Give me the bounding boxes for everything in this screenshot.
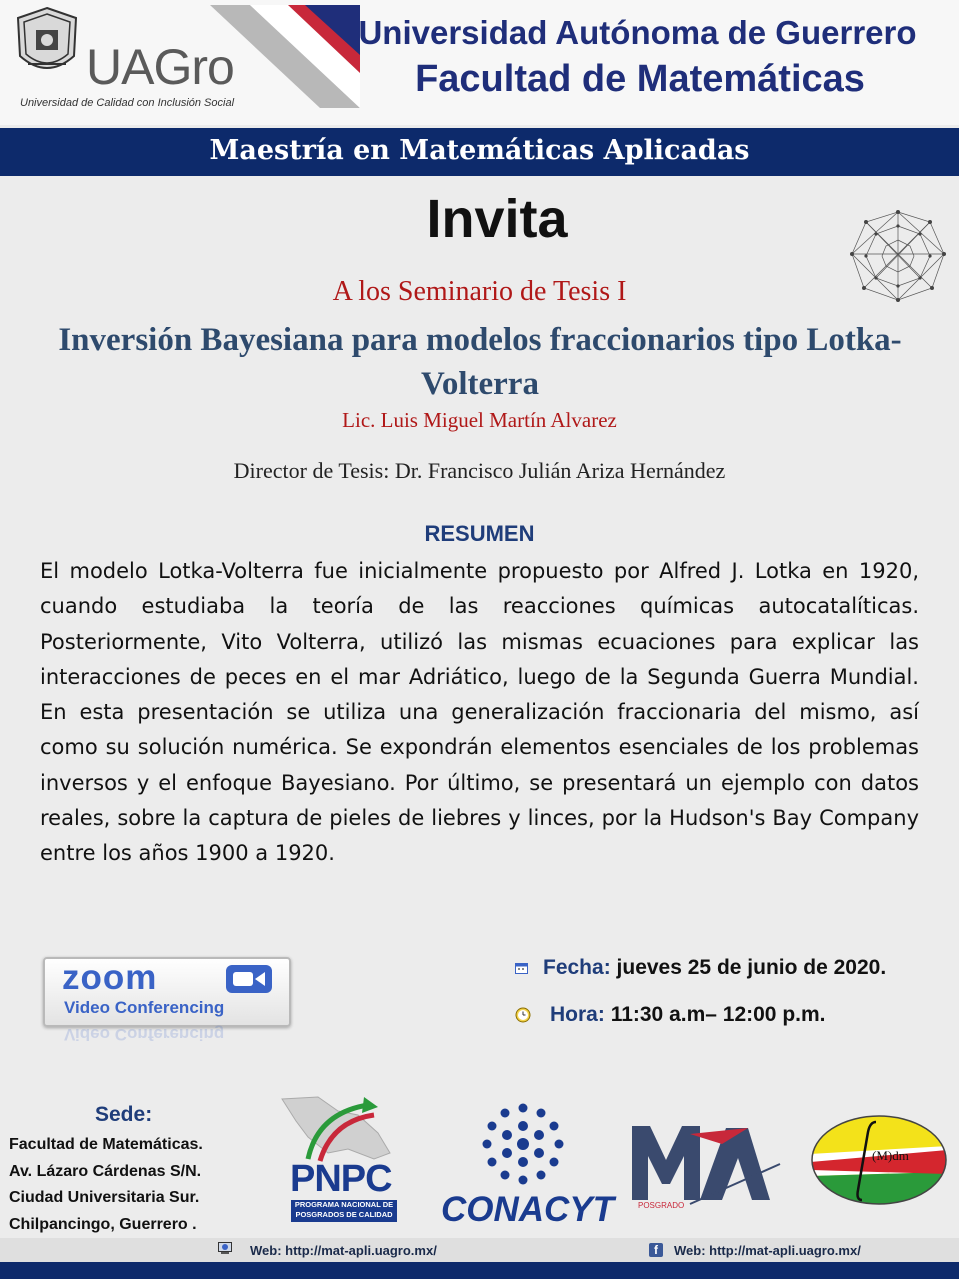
venue-line: Ciudad Universitaria Sur. xyxy=(9,1189,200,1206)
ma-subtitle: POSGRADO xyxy=(638,1201,685,1210)
invita-heading: Invita xyxy=(426,189,568,249)
pnpc-logo-word: PNPC xyxy=(290,1158,392,1200)
mdm-label: (M)dm xyxy=(872,1148,909,1163)
pnpc-subtitle: PROGRAMA NACIONAL DE POSGRADOS DE CALIDAD xyxy=(291,1200,397,1222)
uagro-tagline: Universidad de Calidad con Inclusión Social xyxy=(20,97,235,109)
footer-band xyxy=(0,1262,959,1279)
ma-posgrado-logo xyxy=(630,1120,782,1210)
abstract-text: El modelo Lotka-Volterra fue inicialmente propuesto por Alfred J. Lotka en 1920, cuando estudiaba la teoría de las reacciones químicas autocatalíticas. Posteriormente, Vito Volterra, utilizó las mismas ecuaciones para explicar las interacciones de peces en el mar Adriático, luego de la Segunda Guerra Mundial. En esta presentación se utiliza una generalización fraccionaria del mismo, así como su solución numérica. Se expondrán elementos esenciales de los problemas inversos y el enfoque Bayesiano. Por último, se presentará un ejemplo con datos reales, sobre la captura de pieles de liebres y linces, por la Hudson's Bay Company entre los años 1900 a 1920. xyxy=(40,559,919,866)
venue-line: Av. Lázaro Cárdenas S/N. xyxy=(9,1162,202,1180)
university-seal-icon xyxy=(14,6,80,82)
date-value: jueves 25 de junio de 2020. xyxy=(616,956,887,979)
time-label: Hora: xyxy=(550,1003,605,1026)
website-link-right[interactable]: Web: http://mat-apli.uagro.mx/ xyxy=(674,1243,861,1258)
uagro-logo-word: UAGro xyxy=(86,39,234,95)
zoom-subtitle: Video Conferencing xyxy=(64,998,225,1017)
clock-icon xyxy=(515,1007,531,1023)
event-time xyxy=(550,1003,826,1027)
seminar-title: A los Seminario de Tesis I xyxy=(332,276,627,307)
venue-address xyxy=(9,1132,231,1238)
program-name: Maestría en Matemáticas Aplicadas xyxy=(209,135,750,166)
abstract-heading: RESUMEN xyxy=(424,521,535,546)
thesis-director: Director de Tesis: Dr. Francisco Julián Ariza Hernández xyxy=(233,458,726,483)
thesis-title: Inversión Bayesiana para modelos fraccionarios tipo Lotka-Volterra xyxy=(58,322,902,402)
calendar-icon xyxy=(515,962,528,974)
date-label: Fecha: xyxy=(543,956,611,979)
web-icon xyxy=(218,1242,232,1254)
venue-heading: Sede: xyxy=(95,1103,153,1126)
website-link-left[interactable]: Web: http://mat-apli.uagro.mx/ xyxy=(250,1243,437,1258)
faculty-name: Facultad de Matemáticas xyxy=(415,58,865,100)
university-name: Universidad Autónoma de Guerrero xyxy=(358,14,917,51)
event-date xyxy=(543,956,886,980)
zoom-logo-word: zoom xyxy=(62,958,158,997)
facebook-icon[interactable]: f xyxy=(649,1243,663,1257)
presenter-name: Lic. Luis Miguel Martín Alvarez xyxy=(342,408,617,432)
pnpc-map-graphic xyxy=(278,1093,398,1165)
mdm-integral-logo xyxy=(810,1114,948,1206)
venue-line: Chilpancingo, Guerrero . xyxy=(9,1215,197,1233)
conacyt-logo-word: CONACYT xyxy=(441,1190,615,1229)
zoom-subtitle-reflection: Video Conferencing xyxy=(64,1025,225,1044)
conacyt-dots-icon xyxy=(475,1096,571,1192)
zoom-camera-icon xyxy=(226,965,272,993)
time-value: 11:30 a.m– 12:00 p.m. xyxy=(610,1003,826,1026)
venue-line: Facultad de Matemáticas. xyxy=(9,1136,203,1153)
